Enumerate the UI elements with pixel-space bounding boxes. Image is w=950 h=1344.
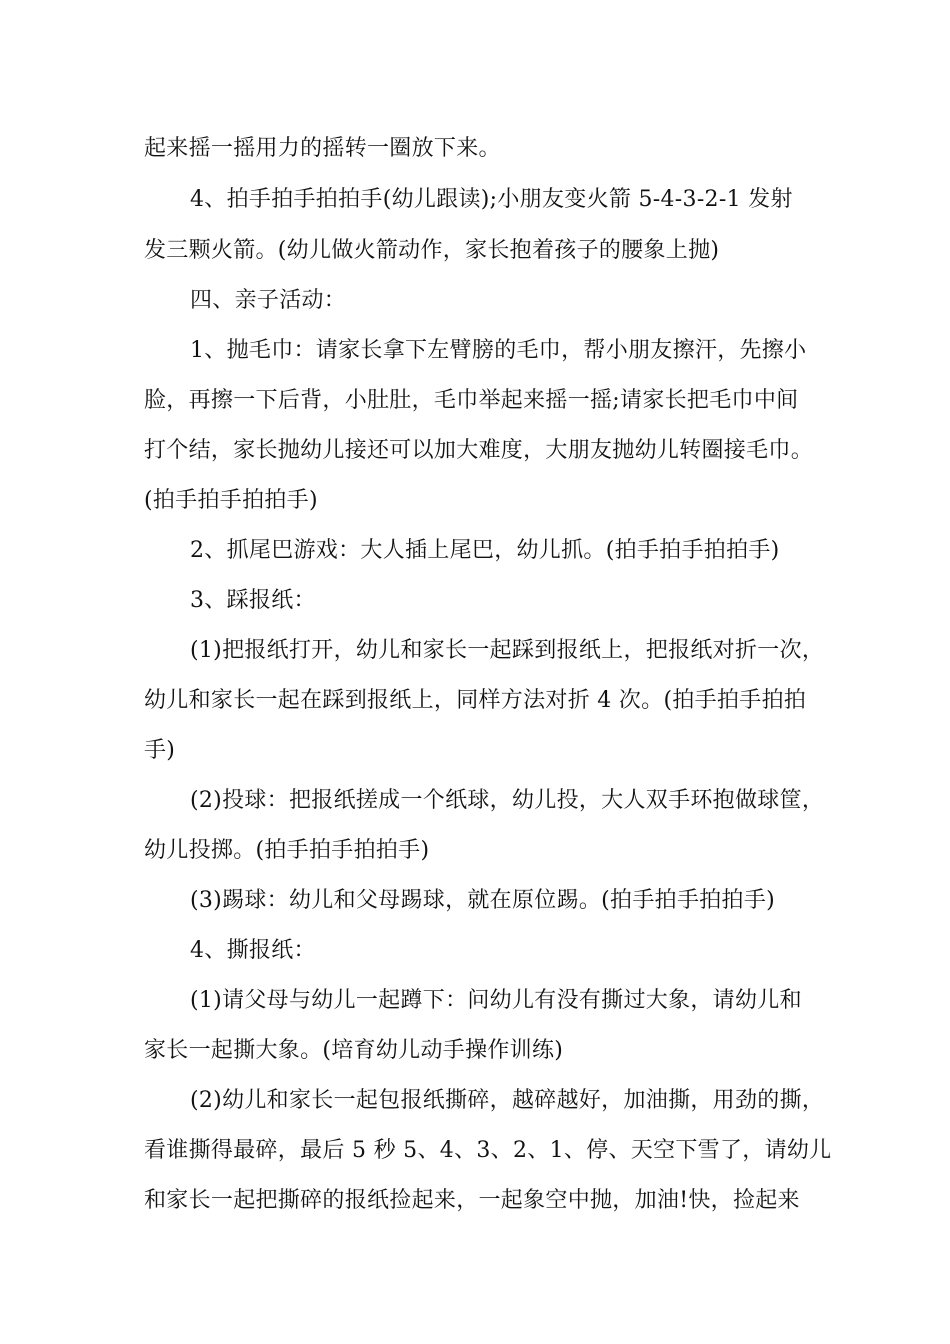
text-line: 4、撕报纸： bbox=[190, 938, 316, 963]
text-line: 3、踩报纸： bbox=[190, 588, 316, 613]
text-line: (2)幼儿和家长一起包报纸撕碎，越碎越好，加油撕，用劲的撕， bbox=[190, 1088, 825, 1113]
text-line: (2)投球：把报纸搓成一个纸球，幼儿投，大人双手环抱做球筐， bbox=[190, 788, 825, 813]
text-line: 看谁撕得最碎，最后 5 秒 5、4、3、2、1、停、天空下雪了，请幼儿 bbox=[144, 1138, 832, 1163]
text-line: 家长一起撕大象。(培育幼儿动手操作训练) bbox=[144, 1038, 564, 1063]
text-line: 4、拍手拍手拍拍手(幼儿跟读);小朋友变火箭 5-4-3-2-1 发射 bbox=[190, 187, 793, 212]
text-line: (拍手拍手拍拍手) bbox=[144, 488, 318, 513]
text-line: 幼儿投掷。(拍手拍手拍拍手) bbox=[144, 838, 430, 863]
text-line: (3)踢球：幼儿和父母踢球，就在原位踢。(拍手拍手拍拍手) bbox=[190, 888, 776, 913]
text-line: (1)请父母与幼儿一起蹲下：问幼儿有没有撕过大象，请幼儿和 bbox=[190, 988, 802, 1013]
text-line: 打个结，家长抛幼儿接还可以加大难度，大朋友抛幼儿转圈接毛巾。 bbox=[144, 438, 814, 463]
text-line: 起来摇一摇用力的摇转一圈放下来。 bbox=[144, 136, 501, 161]
text-line: 和家长一起把撕碎的报纸捡起来，一起象空中抛，加油!快，捡起来 bbox=[144, 1188, 800, 1213]
text-line: 1、抛毛巾：请家长拿下左臂膀的毛巾，帮小朋友擦汗，先擦小 bbox=[190, 338, 807, 363]
text-line: (1)把报纸打开，幼儿和家长一起踩到报纸上，把报纸对折一次， bbox=[190, 638, 825, 663]
section-heading: 四、亲子活动： bbox=[190, 288, 347, 313]
text-line: 手) bbox=[144, 738, 176, 763]
text-line: 幼儿和家长一起在踩到报纸上，同样方法对折 4 次。(拍手拍手拍拍 bbox=[144, 688, 807, 713]
text-line: 2、抓尾巴游戏：大人插上尾巴，幼儿抓。(拍手拍手拍拍手) bbox=[190, 538, 780, 563]
text-line: 发三颗火箭。(幼儿做火箭动作，家长抱着孩子的腰象上抛) bbox=[144, 238, 720, 263]
text-line: 脸，再擦一下后背，小肚肚，毛巾举起来摇一摇;请家长把毛巾中间 bbox=[144, 388, 799, 413]
